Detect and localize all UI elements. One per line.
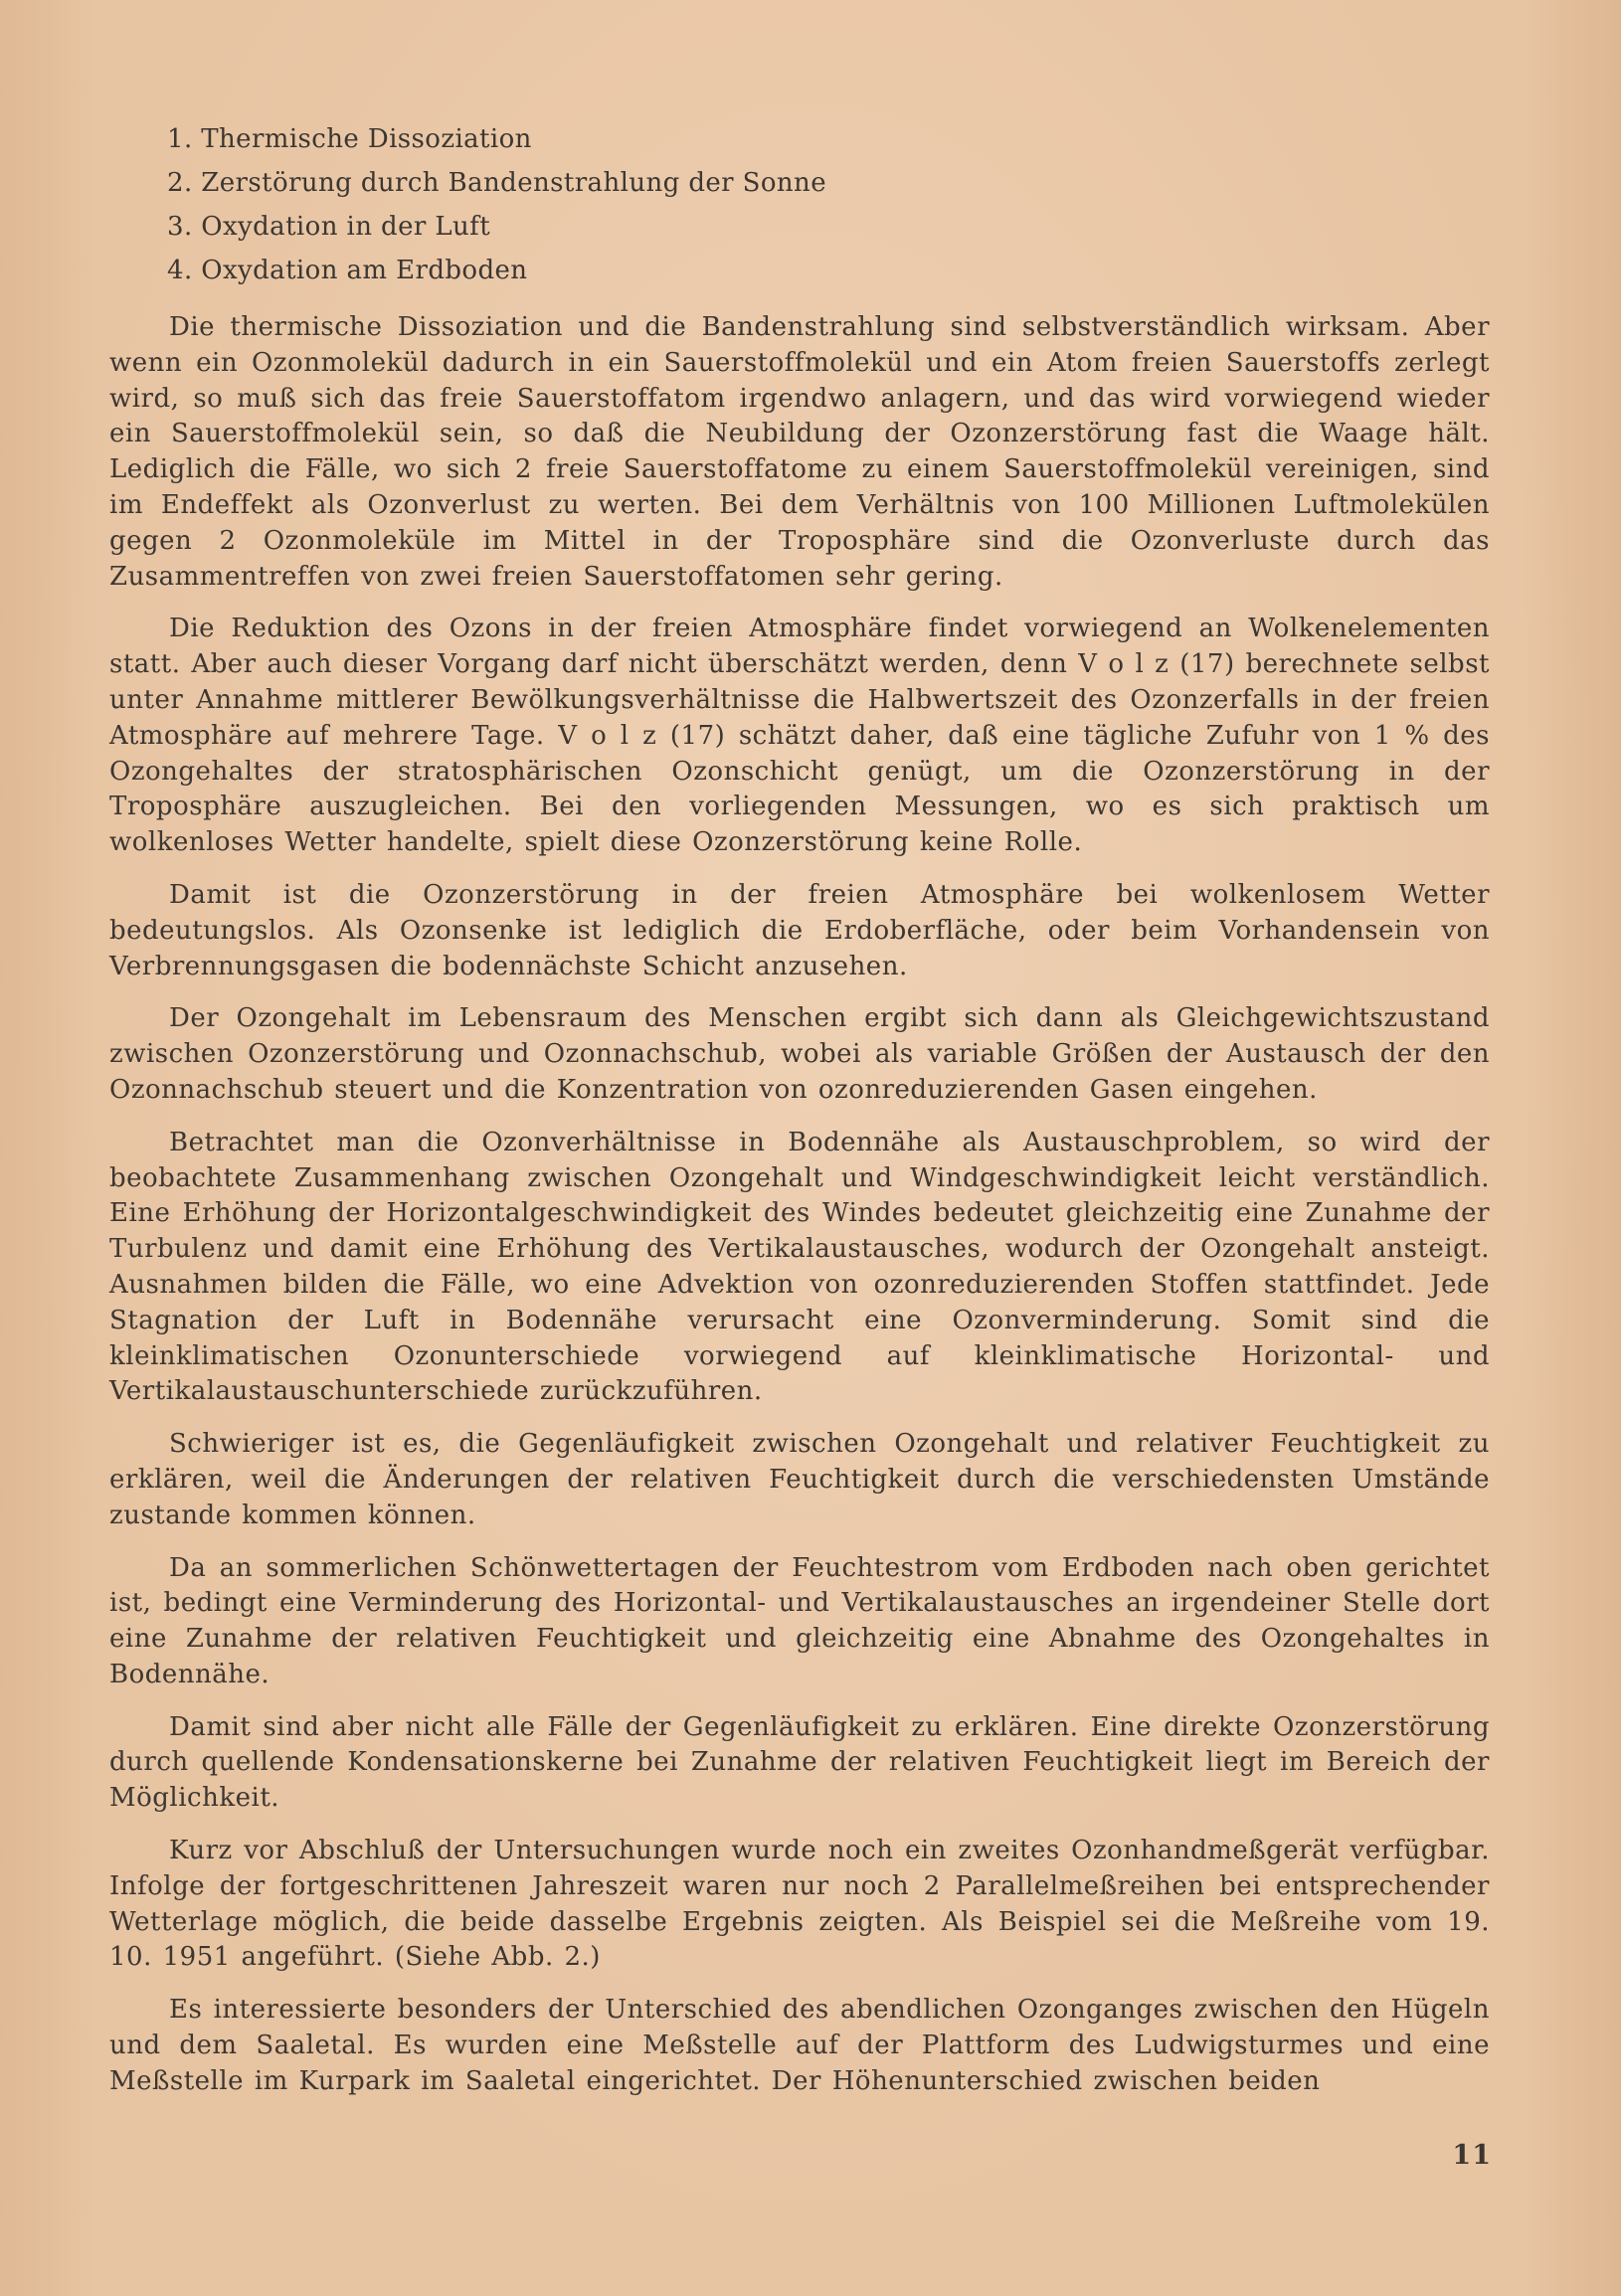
list-item: 2. Zerstörung durch Bandenstrahlung der Sonne bbox=[167, 168, 826, 198]
list-item: 3. Oxydation in der Luft bbox=[167, 212, 491, 242]
paragraph: Kurz vor Abschluß der Untersuchungen wurde noch ein zweites Ozonhandmeßgerät verfügbar. Infolge der fortgeschrittenen Jahreszeit waren nur noch 2 Parallelmeßreihen bei entsprechender Wetterlage möglich, die beide dasselbe Ergebnis zeigten. Als Beispiel sei die Meßreihe vom 19. 10. 1951 angeführt. (Siehe Abb. 2.) bbox=[109, 1836, 1490, 1973]
paragraph: Damit ist die Ozonzerstörung in der freien Atmosphäre bei wolkenlosem Wetter bedeutungslos. Als Ozonsenke ist lediglich die Erdoberfläche, oder beim Vorhandensein von Verbrennungsgasen die bodennächste Schicht anzusehen. bbox=[109, 879, 1490, 981]
paragraph: Betrachtet man die Ozonverhältnisse in Bodennähe als Austauschproblem, so wird der beobachtete Zusammenhang zwischen Ozongehalt und Windgeschwindigkeit leicht verständlich. Eine Erhöhung der Horizontalgeschwindigkeit des Windes bedeutet gleichzeitig eine Zunahme der Turbulenz und damit eine Erhöhung des Vertikalaustausches, wodurch der Ozongehalt ansteigt. Ausnahmen bilden die Fälle, wo eine Advektion von ozonreduzierenden Stoffen stattfindet. Jede Stagnation der Luft in Bodennähe verursacht eine Ozonverminderung. Somit sind die kleinklimatischen Ozonunterschiede vorwiegend auf kleinklimatische Horizontal- und Vertikalaustauschunterschiede zurückzuführen. bbox=[109, 1127, 1490, 1407]
cause-list bbox=[167, 117, 826, 292]
paragraph: Damit sind aber nicht alle Fälle der Gegenläufigkeit zu erklären. Eine direkte Ozonzerstörung durch quellende Kondensationskerne bei Zunahme der relativen Feuchtigkeit liegt im Bereich der Möglichkeit. bbox=[109, 1711, 1490, 1814]
list-item: 1. Thermische Dissoziation bbox=[167, 124, 532, 154]
paragraph: Da an sommerlichen Schönwettertagen der Feuchtestrom vom Erdboden nach oben gerichtet ist, bedingt eine Verminderung des Horizontal- und Vertikalaustausches an irgendeiner Stelle dort eine Zunahme der relativen Feuchtigkeit und gleichzeitig eine Abnahme des Ozongehaltes in Bodennähe. bbox=[109, 1552, 1490, 1689]
page-number: 11 bbox=[1452, 2140, 1492, 2171]
paragraph: Der Ozongehalt im Lebensraum des Menschen ergibt sich dann als Gleichgewichtszustand zwischen Ozonzerstörung und Ozonnachschub, wobei als variable Größen der Austausch der den Ozonnachschub steuert und die Konzentration von ozonreduzierenden Gasen eingehen. bbox=[109, 1003, 1490, 1105]
paragraph: Es interessierte besonders der Unterschied des abendlichen Ozonganges zwischen den Hügeln und dem Saaletal. Es wurden eine Meßstelle auf der Plattform des Ludwigsturmes und eine Meßstelle im Kurpark im Saaletal eingerichtet. Der Höhenunterschied zwischen beiden bbox=[109, 1995, 1490, 2096]
paragraph: Die thermische Dissoziation und die Bandenstrahlung sind selbstverständlich wirksam. Aber wenn ein Ozonmolekül dadurch in ein Sauerstoffmolekül und ein Atom freien Sauerstoffs zerlegt wird, so muß sich das freie Sauerstoffatom irgendwo anlagern, und das wird vorwiegend wieder ein Sauerstoffmolekül sein, so daß die Neubildung der Ozonzerstörung fast die Waage hält. Lediglich die Fälle, wo sich 2 freie Sauerstoffatome zu einem Sauerstoffmolekül vereinigen, sind im Endeffekt als Ozonverlust zu werten. Bei dem Verhältnis von 100 Millionen Luftmolekülen gegen 2 Ozonmoleküle im Mittel in der Troposphäre sind die Ozonverluste durch das Zusammentreffen von zwei freien Sauerstoffatomen sehr gering. bbox=[109, 312, 1490, 592]
paragraph: Die Reduktion des Ozons in der freien Atmosphäre findet vorwiegend an Wolkenelementen statt. Aber auch dieser Vorgang darf nicht überschätzt werden, denn V o l z (17) berechnete selbst unter Annahme mittlerer Bewölkungsverhältnisse die Halbwertszeit des Ozonzerfalls in der freien Atmosphäre auf mehrere Tage. V o l z (17) schätzt daher, daß eine tägliche Zufuhr von 1 % des Ozongehaltes der stratosphärischen Ozonschicht genügt, um die Ozonzerstörung in der Troposphäre auszugleichen. Bei den vorliegenden Messungen, wo es sich praktisch um wolkenloses Wetter handelte, spielt diese Ozonzerstörung keine Rolle. bbox=[109, 614, 1490, 858]
body-text bbox=[109, 310, 1490, 2117]
paragraph: Schwieriger ist es, die Gegenläufigkeit zwischen Ozongehalt und relativer Feuchtigkeit zu erklären, weil die Änderungen der relativen Feuchtigkeit durch die verschiedensten Umstände zustande kommen können. bbox=[109, 1429, 1490, 1530]
list-item: 4. Oxydation am Erdboden bbox=[167, 256, 528, 285]
